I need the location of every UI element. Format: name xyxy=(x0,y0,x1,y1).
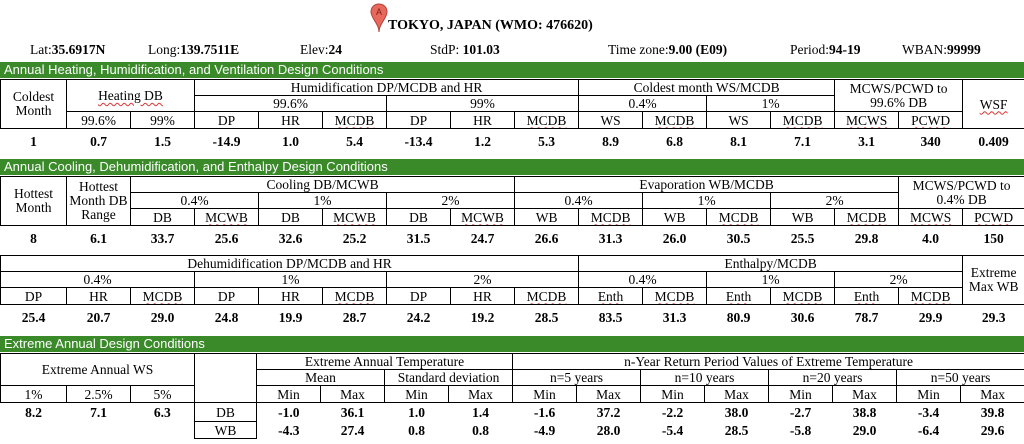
heating-db-header: Heating DB xyxy=(67,80,195,112)
latitude: Lat:35.6917N xyxy=(30,42,106,57)
max-header: Max xyxy=(833,386,897,403)
ws-value: 6.3 xyxy=(153,404,171,420)
sub-header: WS xyxy=(579,112,643,129)
sub-header: PCWD xyxy=(963,209,1024,226)
extreme-temp-header: Extreme Annual Temperature xyxy=(257,354,513,370)
db-value: -1.0 xyxy=(278,404,300,420)
years-header: n=50 years xyxy=(897,370,1024,386)
min-header: Min xyxy=(769,386,833,403)
time-zone: Time zone:9.00 (E09) xyxy=(608,42,728,57)
sub-header: 99% xyxy=(131,112,195,129)
db-row-label: DB xyxy=(195,403,257,422)
wban: WBAN:99999 xyxy=(902,42,981,57)
mean-header: Mean xyxy=(257,370,385,386)
value-cell: 3.1 xyxy=(858,134,876,150)
hottest-month-header: Hottest Month xyxy=(1,177,67,226)
min-header: Min xyxy=(641,386,705,403)
pct-header: 1% xyxy=(195,272,387,288)
sub-header: DP xyxy=(387,112,451,129)
sub-header: MCDB xyxy=(899,288,963,305)
pct-header: 2% xyxy=(387,193,515,209)
value-cell: 19.2 xyxy=(470,310,495,326)
dehumidification-header: Dehumidification DP/MCDB and HR xyxy=(1,256,579,272)
sub-header: 99.6% xyxy=(67,112,131,129)
value-cell: 24.8 xyxy=(214,310,239,326)
years-header: n=10 years xyxy=(641,370,769,386)
humid-996-header: 99.6% xyxy=(195,96,387,112)
sub-header: WB xyxy=(643,209,707,226)
sub-header: HR xyxy=(451,288,515,305)
pct-header: 0.4% xyxy=(1,272,195,288)
blank-cell xyxy=(67,422,131,439)
value-cell: 78.7 xyxy=(854,310,879,326)
cooling-section-header: Annual Cooling, Dehumidification, and Enthalpy Design Conditions xyxy=(0,159,1024,175)
evaporation-header: Evaporation WB/MCDB xyxy=(515,177,899,193)
value-cell: 28.7 xyxy=(342,310,367,326)
coldest-month-header: Coldest Month xyxy=(1,80,67,129)
value-cell: 25.2 xyxy=(342,231,367,247)
sub-header: HR xyxy=(259,112,323,129)
std-pressure: StdP: 101.03 xyxy=(430,42,500,57)
value-cell: 150 xyxy=(983,231,1004,247)
wsf-header: WSF xyxy=(963,80,1024,129)
years-header: n=5 years xyxy=(513,370,641,386)
sub-header: MCWB xyxy=(323,209,387,226)
sub-header: MCDB xyxy=(323,288,387,305)
pct-header: 0.4% xyxy=(131,193,259,209)
value-cell: 1 xyxy=(30,134,37,150)
heating-section-header: Annual Heating, Humidification, and Ventilation Design Conditions xyxy=(0,62,1024,78)
value-cell: 32.6 xyxy=(278,231,303,247)
humid-99-header: 99% xyxy=(387,96,579,112)
sub-header: WB xyxy=(771,209,835,226)
db-value: 1.0 xyxy=(408,404,425,420)
value-cell: -13.4 xyxy=(404,134,433,150)
value-cell: 1.5 xyxy=(154,134,171,150)
sub-header: DP xyxy=(1,288,67,305)
value-cell: 5.4 xyxy=(346,134,363,150)
value-cell: 1.0 xyxy=(282,134,299,150)
heating-table xyxy=(0,79,1024,151)
value-cell: 6.1 xyxy=(90,231,107,247)
max-header: Max xyxy=(449,386,513,403)
value-cell: -14.9 xyxy=(212,134,241,150)
stdev-header: Standard deviation xyxy=(385,370,513,386)
value-cell: 31.3 xyxy=(662,310,687,326)
sub-header: MCDB xyxy=(771,288,835,305)
cooling-db-header: Cooling DB/MCWB xyxy=(131,177,515,193)
min-header: Min xyxy=(385,386,449,403)
pct-header: 0.4% xyxy=(515,193,643,209)
value-cell: 24.2 xyxy=(406,310,431,326)
sub-header: Enth xyxy=(707,288,771,305)
pct-header: 2% xyxy=(835,272,963,288)
elevation: Elev:24 xyxy=(300,42,342,57)
max-header: Max xyxy=(961,386,1024,403)
value-cell: 29.8 xyxy=(854,231,879,247)
sub-header: HR xyxy=(259,288,323,305)
station-title: TOKYO, JAPAN (WMO: 476620) xyxy=(388,18,593,33)
wb-value: 0.8 xyxy=(408,422,425,438)
value-cell: 19.9 xyxy=(278,310,303,326)
sub-header: MCWS xyxy=(835,112,899,129)
blank-cell xyxy=(1,422,67,439)
value-cell: 8.9 xyxy=(602,134,619,150)
pct-header: 2% xyxy=(771,193,899,209)
blank-cell xyxy=(131,422,195,439)
value-cell: 6.8 xyxy=(666,134,683,150)
wb-value: -4.9 xyxy=(533,422,556,438)
sub-header: MCDB xyxy=(643,112,707,129)
sub-header: MCWS xyxy=(899,209,963,226)
sub-header: MCDB xyxy=(579,209,643,226)
humidification-header: Humidification DP/MCDB and HR xyxy=(195,80,579,96)
wb-value: -4.3 xyxy=(278,422,300,438)
longitude: Long:139.7511E xyxy=(148,42,240,57)
value-cell: 83.5 xyxy=(598,310,623,326)
sub-header: MCDB xyxy=(515,288,579,305)
min-header: Min xyxy=(513,386,577,403)
sub-header: DB xyxy=(131,209,195,226)
ws-pct-header: 2.5% xyxy=(67,386,131,403)
ws-value: 7.1 xyxy=(90,404,107,420)
db-value: 39.8 xyxy=(980,404,1005,420)
sub-header: MCWB xyxy=(195,209,259,226)
db-value: 1.4 xyxy=(472,404,489,420)
extreme-ws-header: Extreme Annual WS xyxy=(1,354,195,386)
pin-letter: A xyxy=(375,7,383,17)
sub-header: PCWD xyxy=(899,112,963,129)
wb-value: -5.4 xyxy=(661,422,684,438)
years-header: n=20 years xyxy=(769,370,897,386)
db-value: 38.8 xyxy=(852,404,877,420)
value-cell: 0.409 xyxy=(978,134,1009,150)
value-cell: 25.5 xyxy=(790,231,815,247)
sub-header: MCDB xyxy=(643,288,707,305)
wb-value: 29.6 xyxy=(980,422,1005,438)
coldest-ws-header: Coldest month WS/MCDB xyxy=(579,80,835,96)
wb-value: -5.8 xyxy=(789,422,812,438)
db-range-header: Hottest Month DB Range xyxy=(67,177,131,226)
sub-header: DP xyxy=(195,112,259,129)
wb-value: 0.8 xyxy=(472,422,489,438)
value-cell: 5.3 xyxy=(538,134,555,150)
wb-value: 29.0 xyxy=(852,422,877,438)
wb-row-label: WB xyxy=(195,422,257,439)
value-cell: 31.5 xyxy=(406,231,431,247)
cooling-table xyxy=(0,176,1024,248)
value-cell: 4.0 xyxy=(922,231,940,247)
period: Period:94-19 xyxy=(790,42,861,57)
sub-header: DB xyxy=(387,209,451,226)
sub-header: MCDB xyxy=(835,209,899,226)
value-cell: 26.0 xyxy=(662,231,687,247)
extreme-section-header: Extreme Annual Design Conditions xyxy=(0,336,1024,352)
db-value: 37.2 xyxy=(596,404,621,420)
sub-header: MCWB xyxy=(451,209,515,226)
pct-header: 1% xyxy=(707,272,835,288)
ws-04-header: 0.4% xyxy=(579,96,707,112)
db-value: -1.6 xyxy=(533,404,556,420)
pct-header: 1% xyxy=(259,193,387,209)
sub-header: HR xyxy=(451,112,515,129)
value-cell: 8 xyxy=(30,231,37,247)
value-cell: 26.6 xyxy=(534,231,559,247)
extreme-table xyxy=(0,353,1024,439)
value-cell: 0.7 xyxy=(90,134,107,150)
min-header: Min xyxy=(257,386,321,403)
value-cell: 7.1 xyxy=(794,134,812,150)
wb-value: 28.0 xyxy=(596,422,621,438)
sub-header: DP xyxy=(387,288,451,305)
nyear-header: n-Year Return Period Values of Extreme Temperature xyxy=(513,354,1024,370)
value-cell: 30.6 xyxy=(790,310,815,326)
sub-header: HR xyxy=(67,288,131,305)
value-cell: 33.7 xyxy=(150,231,175,247)
sub-header: MCDB xyxy=(323,112,387,129)
map-pin-icon xyxy=(370,3,388,33)
sub-header: MCDB xyxy=(771,112,835,129)
sub-header: WB xyxy=(515,209,579,226)
value-cell: 31.3 xyxy=(598,231,623,247)
sub-header: DP xyxy=(195,288,259,305)
extreme-max-wb-header: Extreme Max WB xyxy=(963,256,1024,305)
sub-header: WS xyxy=(707,112,771,129)
dehumidification-table xyxy=(0,255,1024,327)
value-cell: 28.5 xyxy=(534,310,559,326)
ws-pct-header: 1% xyxy=(1,386,67,403)
db-value: 38.0 xyxy=(724,404,749,420)
sub-header: DB xyxy=(259,209,323,226)
db-value: -2.2 xyxy=(661,404,684,420)
mcws-pcwd-header: MCWS/PCWD to 99.6% DB xyxy=(835,80,963,112)
max-header: Max xyxy=(705,386,769,403)
wb-value: 27.4 xyxy=(340,422,365,438)
max-header: Max xyxy=(321,386,385,403)
value-cell: 29.0 xyxy=(150,310,175,326)
ws-value: 8.2 xyxy=(25,404,42,420)
value-cell: 24.7 xyxy=(470,231,495,247)
mcws-pcwd-cool-header: MCWS/PCWD to 0.4% DB xyxy=(899,177,1024,209)
sub-header: MCDB xyxy=(515,112,579,129)
wb-value: 28.5 xyxy=(724,422,749,438)
value-cell: 340 xyxy=(920,134,941,150)
sub-header: Enth xyxy=(579,288,643,305)
value-cell: 30.5 xyxy=(726,231,751,247)
value-cell: 29.9 xyxy=(918,310,943,326)
ws-pct-header: 5% xyxy=(131,386,195,403)
pct-header: 1% xyxy=(643,193,771,209)
sub-header: MCDB xyxy=(131,288,195,305)
value-cell: 25.6 xyxy=(214,231,239,247)
sub-header: MCDB xyxy=(707,209,771,226)
value-cell: 80.9 xyxy=(726,310,751,326)
sub-header: Enth xyxy=(835,288,899,305)
value-cell: 25.4 xyxy=(21,310,46,326)
db-value: -3.4 xyxy=(917,404,940,420)
value-cell: 8.1 xyxy=(730,134,747,150)
db-value: -2.7 xyxy=(789,404,812,420)
blank-cell xyxy=(195,354,257,403)
pct-header: 2% xyxy=(387,272,579,288)
min-header: Min xyxy=(897,386,961,403)
value-cell: 1.2 xyxy=(474,134,491,150)
enthalpy-header: Enthalpy/MCDB xyxy=(579,256,963,272)
max-header: Max xyxy=(577,386,641,403)
pct-header: 0.4% xyxy=(579,272,707,288)
value-cell: 29.3 xyxy=(981,310,1006,326)
station-header xyxy=(0,0,1024,40)
db-value: 36.1 xyxy=(340,404,365,420)
value-cell: 20.7 xyxy=(86,310,111,326)
ws-1-header: 1% xyxy=(707,96,835,112)
wb-value: -6.4 xyxy=(917,422,940,438)
